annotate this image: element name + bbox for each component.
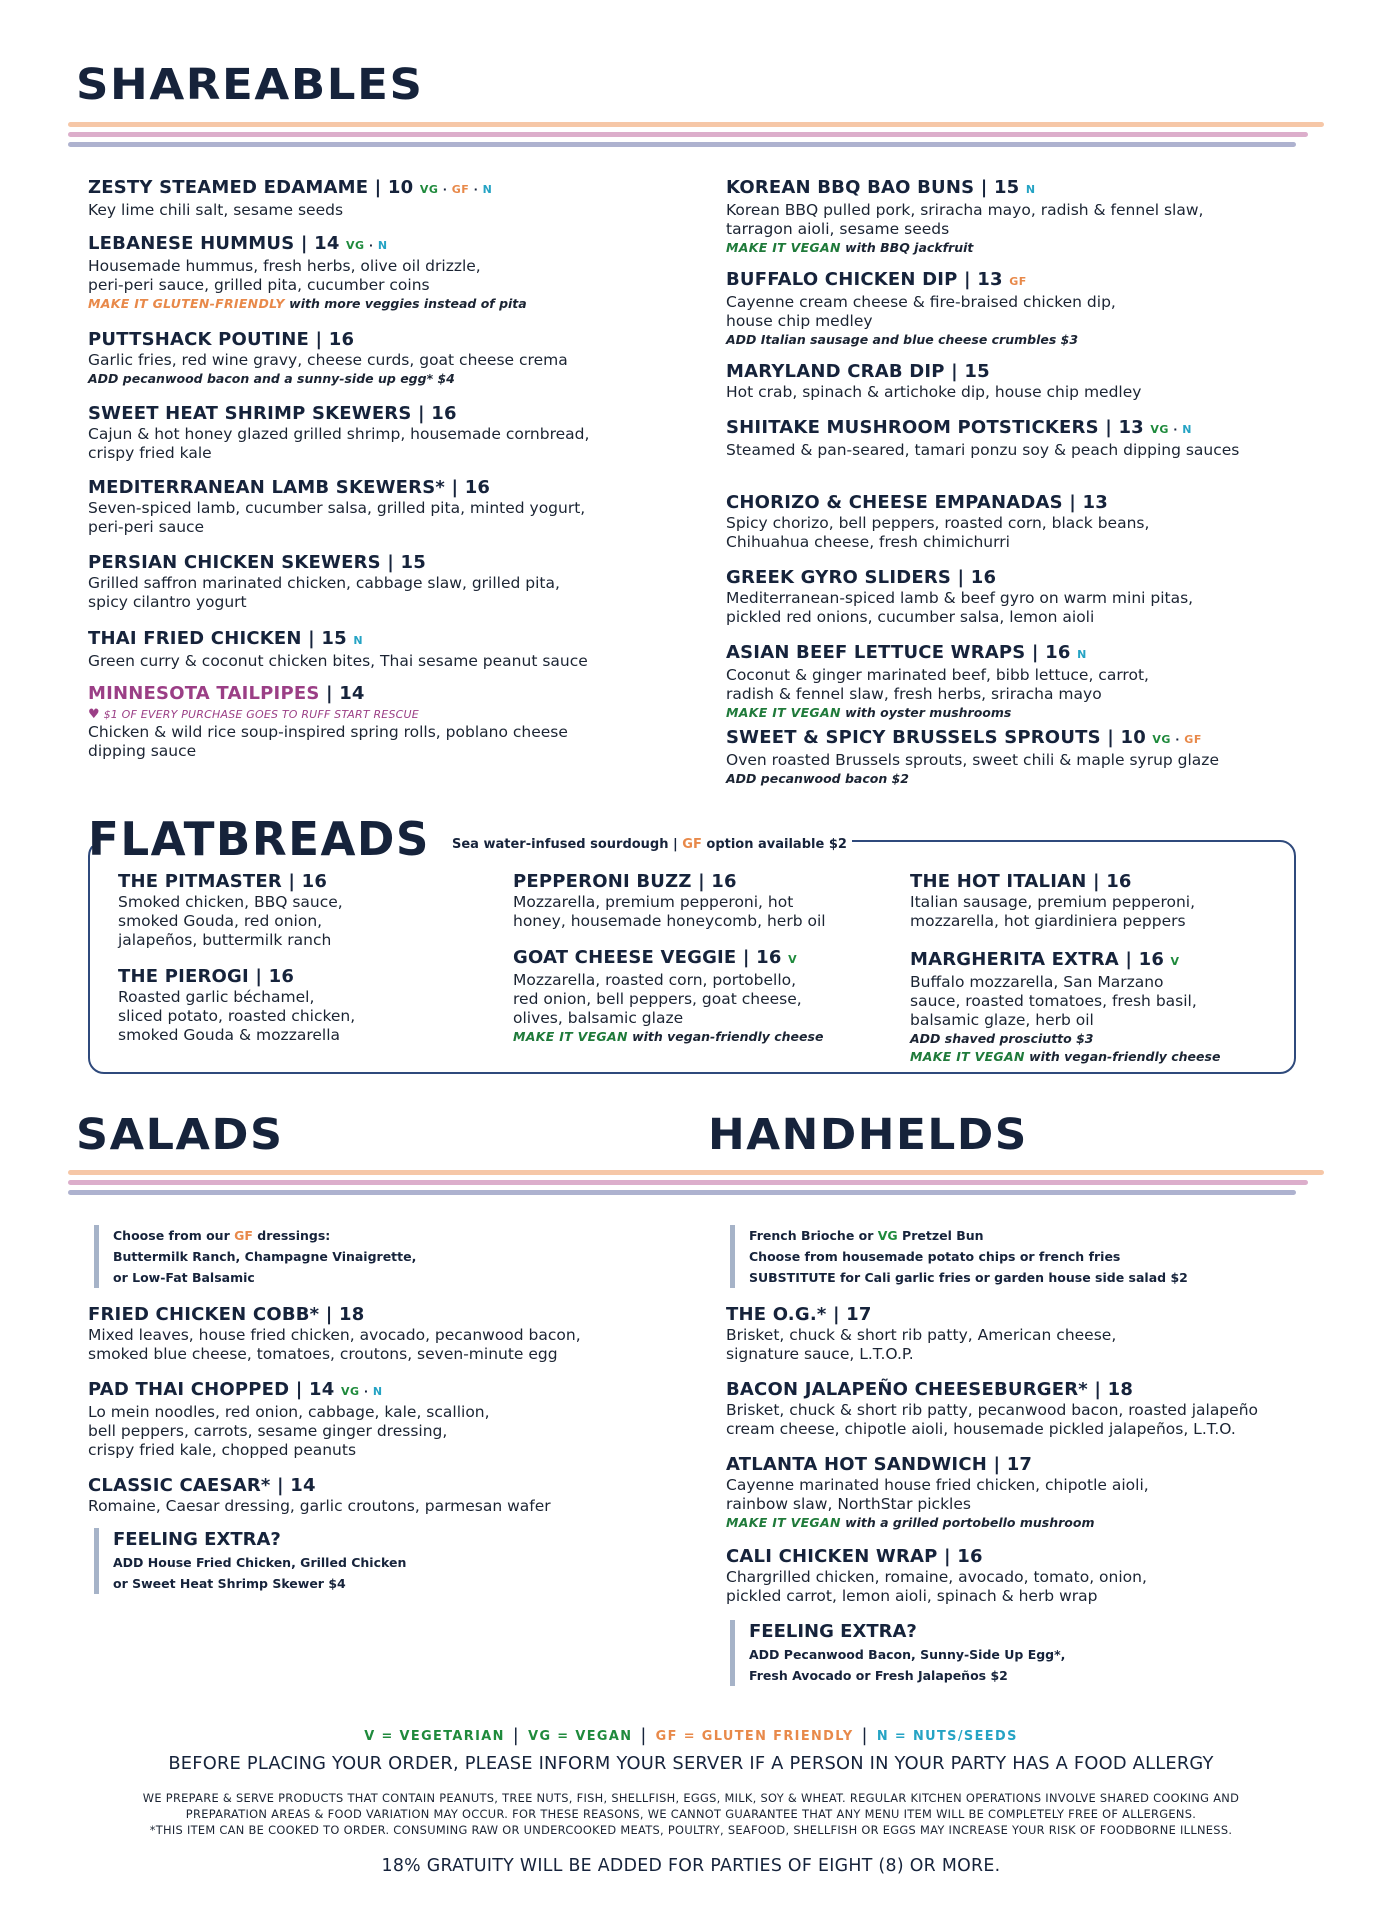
modification-label: MAKE IT VEGAN [726, 240, 841, 255]
menu-item-pad-thai-chopped [88, 1378, 688, 1460]
dietary-tag: N [482, 183, 493, 196]
menu-item-the-pitmaster [118, 870, 498, 950]
menu-item-margherita-extra [910, 948, 1290, 1066]
salads-handhelds-divider [68, 1170, 1324, 1200]
menu-item-the-pierogi [118, 965, 498, 1045]
item-title: GREEK GYRO SLIDERS | 16 [726, 567, 997, 588]
item-description: Romaine, Caesar dressing, garlic croutons, parmesan wafer [88, 1497, 551, 1515]
item-name [726, 1453, 1326, 1476]
item-description: Steamed & pan-seared, tamari ponzu soy & peach dipping sauces [726, 441, 1240, 459]
menu-item-puttshack-poutine [88, 328, 688, 388]
item-description: Cayenne marinated house fried chicken, chipotle aioli, [726, 1476, 1149, 1494]
item-title: THE PIEROGI | 16 [118, 966, 295, 987]
modification-detail: with BBQ jackfruit [840, 240, 974, 255]
item-description: Mozzarella, premium pepperoni, hot [513, 893, 794, 911]
item-name [726, 641, 1326, 666]
item-name [88, 232, 688, 257]
allergy-notice: BEFORE PLACING YOUR ORDER, PLEASE INFORM YOUR SERVER IF A PERSON IN YOUR PARTY HAS A FOOD ALLERGY [168, 1753, 1214, 1774]
item-title: ZESTY STEAMED EDAMAME | 10 [88, 177, 414, 198]
item-description: Hot crab, spinach & artichoke dip, house chip medley [726, 383, 1142, 401]
item-description: Spicy chorizo, bell peppers, roasted corn, black beans, [726, 514, 1150, 532]
menu-item-the-o-g [726, 1303, 1326, 1364]
item-description: Garlic fries, red wine gravy, cheese curds, goat cheese crema [88, 351, 568, 369]
item-modification [910, 1048, 1290, 1066]
item-description: smoked blue cheese, tomatoes, croutons, seven-minute egg [88, 1345, 558, 1363]
modification-detail: with more veggies instead of pita [284, 296, 527, 311]
menu-item-fried-chicken-cobb [88, 1303, 688, 1364]
dietary-tag: GF [1184, 733, 1202, 746]
menu-item-zesty-steamed-edamame [88, 176, 688, 220]
menu-item-chorizo-cheese-empanadas [726, 491, 1326, 552]
item-title: ASIAN BEEF LETTUCE WRAPS | 16 [726, 642, 1071, 663]
item-name [513, 946, 893, 971]
menu-item-sweet-heat-shrimp-skewers [88, 402, 688, 463]
dietary-tag: N [377, 239, 388, 252]
item-description: Cajun & hot honey glazed grilled shrimp, housemade cornbread, [88, 425, 590, 443]
flatbreads-subtitle: Sea water-infused sourdough | GF option available $2 [452, 837, 847, 852]
item-description: Green curry & coconut chicken bites, Thai sesame peanut sauce [88, 652, 588, 670]
item-name [726, 1303, 1326, 1326]
dietary-tag: N [1077, 648, 1087, 661]
menu-item-mediterranean-lamb-skewers [88, 476, 688, 537]
menu-item-thai-fried-chicken [88, 627, 688, 671]
disclaimer-line-3: *THIS ITEM CAN BE COOKED TO ORDER. CONSUMING RAW OR UNDERCOOKED MEATS, POULTRY, SEAFOOD, SHELLFISH OR EGGS MAY INCREASE YOUR RISK OF FOODBORNE ILLNESS. [149, 1823, 1233, 1837]
item-name [118, 870, 498, 893]
item-description: honey, housemade honeycomb, herb oil [513, 912, 826, 930]
modification-detail: with vegan-friendly cheese [1024, 1049, 1221, 1064]
item-description: Housemade hummus, fresh herbs, olive oil drizzle, [88, 257, 481, 275]
dietary-tag: VG [340, 1385, 360, 1398]
item-description: pickled carrot, lemon aioli, spinach & herb wrap [726, 1587, 1098, 1605]
modification-label: MAKE IT VEGAN [726, 1515, 841, 1530]
item-description: radish & fennel slaw, fresh herbs, sriracha mayo [726, 685, 1102, 703]
item-description: peri-peri sauce [88, 518, 205, 536]
item-title: THE O.G.* | 17 [726, 1304, 872, 1325]
tag-separator: · [438, 183, 452, 196]
item-modification [88, 295, 688, 313]
item-description: Roasted garlic béchamel, [118, 988, 315, 1006]
dietary-tag: N [353, 634, 364, 647]
item-description: spicy cilantro yogurt [88, 593, 247, 611]
item-description: cream cheese, chipotle aioli, housemade pickled jalapeños, L.T.O. [726, 1420, 1236, 1438]
item-description: red onion, bell peppers, goat cheese, [513, 990, 802, 1008]
item-description: Italian sausage, premium pepperoni, [910, 893, 1196, 911]
item-description: Oven roasted Brussels sprouts, sweet chili & maple syrup glaze [726, 751, 1219, 769]
menu-item-minnesota-tailpipes [88, 682, 688, 761]
gratuity-notice: 18% GRATUITY WILL BE ADDED FOR PARTIES OF EIGHT (8) OR MORE. [381, 1856, 1001, 1876]
item-description: signature sauce, L.T.O.P. [726, 1345, 914, 1363]
item-description: crispy fried kale [88, 444, 212, 462]
menu-item-buffalo-chicken-dip [726, 268, 1326, 349]
salads-title: SALADS [76, 1110, 284, 1160]
item-title: ATLANTA HOT SANDWICH | 17 [726, 1454, 1033, 1475]
item-name [118, 965, 498, 988]
salad-dressings-callout: Choose from our GF dressings: Buttermilk Ranch, Champagne Vinaigrette, or Low-Fat Balsamic [94, 1225, 416, 1288]
menu-item-greek-gyro-sliders [726, 566, 1326, 627]
item-add-on: ADD shaved prosciutto $3 [910, 1031, 1094, 1046]
item-title: THAI FRIED CHICKEN | 15 [88, 628, 347, 649]
item-description: house chip medley [726, 312, 873, 330]
item-title: THE HOT ITALIAN | 16 [910, 871, 1132, 892]
item-modification [726, 1514, 1326, 1532]
dietary-tag: GF [451, 183, 470, 196]
item-name [726, 268, 1326, 293]
dietary-tag: V [788, 953, 798, 966]
item-name: MINNESOTA TAILPIPES | 14 [88, 683, 365, 704]
item-title: FRIED CHICKEN COBB* | 18 [88, 1304, 365, 1325]
item-title: MEDITERRANEAN LAMB SKEWERS* | 16 [88, 477, 491, 498]
item-description: balsamic glaze, herb oil [910, 1011, 1094, 1029]
item-modification [726, 704, 1326, 722]
item-description: Smoked chicken, BBQ sauce, [118, 893, 343, 911]
item-title: GOAT CHEESE VEGGIE | 16 [513, 947, 782, 968]
item-title: PEPPERONI BUZZ | 16 [513, 871, 737, 892]
menu-item-shiitake-mushroom-potstickers [726, 416, 1326, 460]
item-modification [726, 239, 1326, 257]
dietary-tag: VG [1150, 423, 1169, 436]
item-description: sliced potato, roasted chicken, [118, 1007, 356, 1025]
item-description: tarragon aioli, sesame seeds [726, 220, 950, 238]
item-description: peri-peri sauce, grilled pita, cucumber coins [88, 276, 430, 294]
item-name [726, 360, 1326, 383]
item-add-on: ADD pecanwood bacon $2 [726, 771, 909, 786]
menu-item-sweet-spicy-brussels-sprouts [726, 726, 1326, 788]
menu-item-persian-chicken-skewers [88, 551, 688, 612]
menu-item-asian-beef-lettuce-wraps [726, 641, 1326, 722]
menu-item-classic-caesar [88, 1474, 688, 1516]
modification-detail: with oyster mushrooms [840, 705, 1012, 720]
item-description: Mixed leaves, house fried chicken, avocado, pecanwood bacon, [88, 1326, 581, 1344]
menu-item-pepperoni-buzz [513, 870, 893, 931]
item-description: Brisket, chuck & short rib patty, American cheese, [726, 1326, 1117, 1344]
disclaimer-line-1: WE PREPARE & SERVE PRODUCTS THAT CONTAIN PEANUTS, TREE NUTS, FISH, SHELLFISH, EGGS, MILK, SOY & WHEAT. REGULAR KITCHEN OPERATIONS INVOLVE SHARED COOKING AND [142, 1791, 1240, 1805]
menu-item-lebanese-hummus [88, 232, 688, 313]
item-name [88, 1303, 688, 1326]
salads-extra-callout: FEELING EXTRA? ADD House Fried Chicken, Grilled Chicken or Sweet Heat Shrimp Skewer $4 [94, 1528, 406, 1594]
item-title: SWEET HEAT SHRIMP SKEWERS | 16 [88, 403, 457, 424]
dietary-tag: N [1182, 423, 1192, 436]
heart-icon: ♥ [88, 707, 100, 722]
menu-item-atlanta-hot-sandwich [726, 1453, 1326, 1532]
menu-item-goat-cheese-veggie [513, 946, 893, 1046]
item-description: rainbow slaw, NorthStar pickles [726, 1495, 971, 1513]
tag-separator: · [364, 239, 378, 252]
item-description: Lo mein noodles, red onion, cabbage, kale, scallion, [88, 1403, 490, 1421]
item-name [910, 870, 1290, 893]
tag-separator: · [1170, 733, 1185, 746]
dietary-tag: VG [1152, 733, 1171, 746]
item-description: smoked Gouda & mozzarella [118, 1026, 341, 1044]
item-title: KOREAN BBQ BAO BUNS | 15 [726, 177, 1020, 198]
item-description: pickled red onions, cucumber salsa, lemon aioli [726, 608, 1095, 626]
item-title: PERSIAN CHICKEN SKEWERS | 15 [88, 552, 426, 573]
item-add-on: ADD pecanwood bacon and a sunny-side up egg* $4 [88, 371, 455, 386]
tag-separator: · [1168, 423, 1183, 436]
item-title: LEBANESE HUMMUS | 14 [88, 233, 340, 254]
handhelds-extra-callout: FEELING EXTRA? ADD Pecanwood Bacon, Sunny-Side Up Egg*, Fresh Avocado or Fresh Jalapeños $2 [730, 1620, 1065, 1686]
item-title: THE PITMASTER | 16 [118, 871, 328, 892]
item-name [88, 176, 688, 201]
item-description: Key lime chili salt, sesame seeds [88, 201, 344, 219]
item-description: bell peppers, carrots, sesame ginger dressing, [88, 1422, 448, 1440]
tag-separator: · [359, 1385, 373, 1398]
dietary-tag: GF [1009, 275, 1027, 288]
item-description: Chihuahua cheese, fresh chimichurri [726, 533, 1010, 551]
modification-detail: with a grilled portobello mushroom [840, 1515, 1095, 1530]
item-name [726, 491, 1326, 514]
handhelds-title: HANDHELDS [708, 1110, 1028, 1160]
menu-item-cali-chicken-wrap [726, 1545, 1326, 1606]
shareables-title: SHAREABLES [76, 60, 424, 110]
item-title: MARGHERITA EXTRA | 16 [910, 949, 1165, 970]
dietary-tag: V [1170, 955, 1180, 968]
item-title: CLASSIC CAESAR* | 14 [88, 1475, 316, 1496]
item-name [726, 1545, 1326, 1568]
item-name [88, 476, 688, 499]
item-title: PAD THAI CHOPPED | 14 [88, 1379, 335, 1400]
item-description: Brisket, chuck & short rib patty, pecanwood bacon, roasted jalapeño [726, 1401, 1259, 1419]
item-description: crispy fried kale, chopped peanuts [88, 1441, 357, 1459]
item-description: Korean BBQ pulled pork, sriracha mayo, radish & fennel slaw, [726, 201, 1204, 219]
menu-item-the-hot-italian [910, 870, 1290, 931]
item-name [88, 1474, 688, 1497]
modification-label: MAKE IT VEGAN [910, 1049, 1025, 1064]
dietary-tag: N [372, 1385, 383, 1398]
item-description: Mediterranean-spiced lamb & beef gyro on warm mini pitas, [726, 589, 1194, 607]
shareables-divider [68, 122, 1324, 152]
item-description-line: Chicken & wild rice soup-inspired spring rolls, poblano cheese [88, 723, 568, 741]
menu-item-maryland-crab-dip [726, 360, 1326, 402]
menu-item-bacon-jalape-o-cheeseburger [726, 1378, 1326, 1439]
item-name [726, 416, 1326, 441]
item-description: Coconut & ginger marinated beef, bibb lettuce, carrot, [726, 666, 1149, 684]
modification-label: MAKE IT GLUTEN-FRIENDLY [88, 296, 285, 311]
item-name [910, 948, 1290, 973]
item-description: Cayenne cream cheese & fire-braised chicken dip, [726, 293, 1116, 311]
dietary-tag: VG [419, 183, 439, 196]
dietary-legend: V = VEGETARIAN | VG = VEGAN | GF = GLUTEN FRIENDLY | N = NUTS/SEEDS [364, 1725, 1018, 1746]
item-title: PUTTSHACK POUTINE | 16 [88, 329, 355, 350]
item-title: CHORIZO & CHEESE EMPANADAS | 13 [726, 492, 1108, 513]
item-description: Mozzarella, roasted corn, portobello, [513, 971, 797, 989]
item-description: Seven-spiced lamb, cucumber salsa, grilled pita, minted yogurt, [88, 499, 586, 517]
item-name [88, 551, 688, 574]
item-description-line: dipping sauce [88, 742, 197, 760]
item-description: Buffalo mozzarella, San Marzano [910, 973, 1164, 991]
item-name [88, 402, 688, 425]
menu-item-korean-bbq-bao-buns [726, 176, 1326, 257]
flatbreads-title: FLATBREADS [88, 812, 430, 866]
item-name [726, 1378, 1326, 1401]
item-description: sauce, roasted tomatoes, fresh basil, [910, 992, 1197, 1010]
disclaimer-line-2: PREPARATION AREAS & FOOD VARIATION MAY OCCUR. FOR THESE REASONS, WE CANNOT GUARANTEE THAT ANY MENU ITEM WILL BE COMPLETELY FREE OF ALLERGENS. [185, 1807, 1197, 1821]
item-title: SHIITAKE MUSHROOM POTSTICKERS | 13 [726, 417, 1144, 438]
dietary-tag: N [1025, 183, 1036, 196]
item-name [88, 1378, 688, 1403]
item-description: mozzarella, hot giardiniera peppers [910, 912, 1186, 930]
tag-separator: · [469, 183, 483, 196]
item-title: MARYLAND CRAB DIP | 15 [726, 361, 990, 382]
bun-options-callout: French Brioche or VG Pretzel Bun Choose from housemade potato chips or french fries SUBSTITUTE for Cali garlic fries or garden house side salad $2 [730, 1225, 1188, 1288]
modification-label: MAKE IT VEGAN [513, 1029, 628, 1044]
item-name [513, 870, 893, 893]
dietary-tag: VG [346, 239, 365, 252]
item-title: SWEET & SPICY BRUSSELS SPROUTS | 10 [726, 727, 1146, 748]
charity-note: ♥ $1 OF EVERY PURCHASE GOES TO RUFF START RESCUE [88, 707, 419, 722]
item-title: CALI CHICKEN WRAP | 16 [726, 1546, 983, 1567]
item-name [726, 726, 1326, 751]
item-description: smoked Gouda, red onion, [118, 912, 323, 930]
item-modification [513, 1028, 893, 1046]
item-title: BACON JALAPEÑO CHEESEBURGER* | 18 [726, 1379, 1134, 1400]
item-description: Chargrilled chicken, romaine, avocado, tomato, onion, [726, 1568, 1147, 1586]
modification-label: MAKE IT VEGAN [726, 705, 841, 720]
item-add-on: ADD Italian sausage and blue cheese crumbles $3 [726, 332, 1079, 347]
item-name [726, 176, 1326, 201]
item-name [88, 627, 688, 652]
modification-detail: with vegan-friendly cheese [627, 1029, 824, 1044]
item-description: jalapeños, buttermilk ranch [118, 931, 332, 949]
item-title: BUFFALO CHICKEN DIP | 13 [726, 269, 1003, 290]
item-name [88, 328, 688, 351]
item-name [726, 566, 1326, 589]
item-description [88, 723, 688, 761]
item-description: Grilled saffron marinated chicken, cabbage slaw, grilled pita, [88, 574, 560, 592]
item-description: olives, balsamic glaze [513, 1009, 684, 1027]
